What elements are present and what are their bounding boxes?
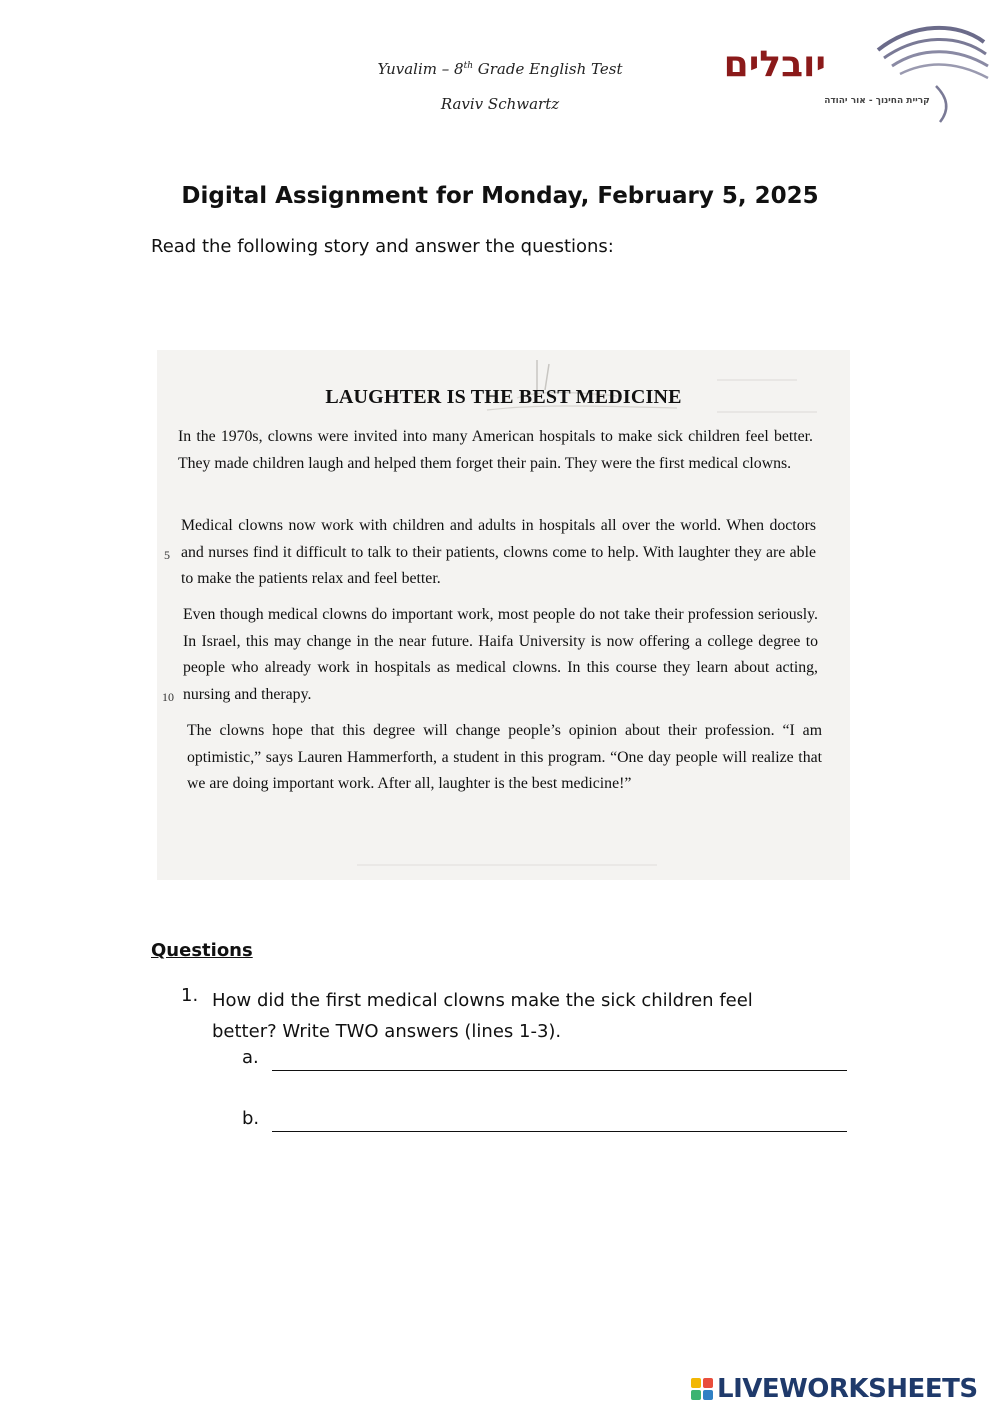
story-paragraph-3: Even though medical clowns do important work, most people do not take their profession seriously. In Israel, this may change in the near future. Haifa University is now offering a college degree to people who already work in hospitals as medical clowns. In this course they learn about acting, nursing and therapy. (183, 606, 818, 703)
logo-wave-4 (900, 65, 988, 78)
header-course-sup: th (463, 61, 473, 71)
answer-input-b[interactable] (272, 1131, 847, 1132)
story-title: LAUGHTER IS THE BEST MEDICINE (325, 386, 682, 408)
liveworksheets-brand (690, 1374, 978, 1404)
story-paragraph-2: Medical clowns now work with children and adults in hospitals all over the world. When doctors and nurses find it difficult to talk to their patients, clowns come to help. With laughter they are able to make the patients relax and feel better. (181, 517, 816, 587)
questions-heading: Questions (151, 940, 253, 961)
liveworksheets-icon (690, 1377, 714, 1401)
school-logo (723, 20, 990, 124)
header-course-post: Grade English Test (473, 60, 623, 78)
question-text: How did the first medical clowns make the sick children feel better? Write TWO answers (lines 1-3). (212, 990, 753, 1042)
header-teacher-name: Raviv Schwartz (440, 95, 560, 113)
answer-input-a[interactable] (272, 1070, 847, 1071)
logo-wave-2 (884, 39, 986, 58)
story-paragraph-4: The clowns hope that this degree will change people’s opinion about their profession. “I am optimistic,” says Lauren Hammerforth, a student in this program. “One day people will realize that we are doing important work. After all, laughter is the best medicine!” (187, 722, 822, 792)
answer-label-b: b. (242, 1108, 260, 1129)
logo-subtitle: קריית החינוך - אור יהודה (824, 96, 930, 106)
story-scan (157, 350, 850, 880)
header-course-pre: Yuvalim – 8 (377, 60, 464, 78)
answer-label-a: a. (242, 1047, 259, 1068)
logo-wave-5 (936, 86, 946, 122)
instruction-text: Read the following story and answer the questions: (151, 236, 614, 257)
line-number-5: 5 (164, 548, 170, 562)
page-title: Digital Assignment for Monday, February 5, 2025 (181, 183, 819, 209)
logo-wordmark: יובלים (723, 44, 826, 85)
question-number: 1. (181, 985, 199, 1006)
liveworksheets-wordmark: LIVEWORKSHEETS (717, 1374, 978, 1404)
line-number-10: 10 (162, 690, 174, 704)
story-paragraph-1: In the 1970s, clowns were invited into many American hospitals to make sick children feel better. They made children laugh and helped them forget their pain. They were the first medical clowns. (178, 428, 813, 472)
